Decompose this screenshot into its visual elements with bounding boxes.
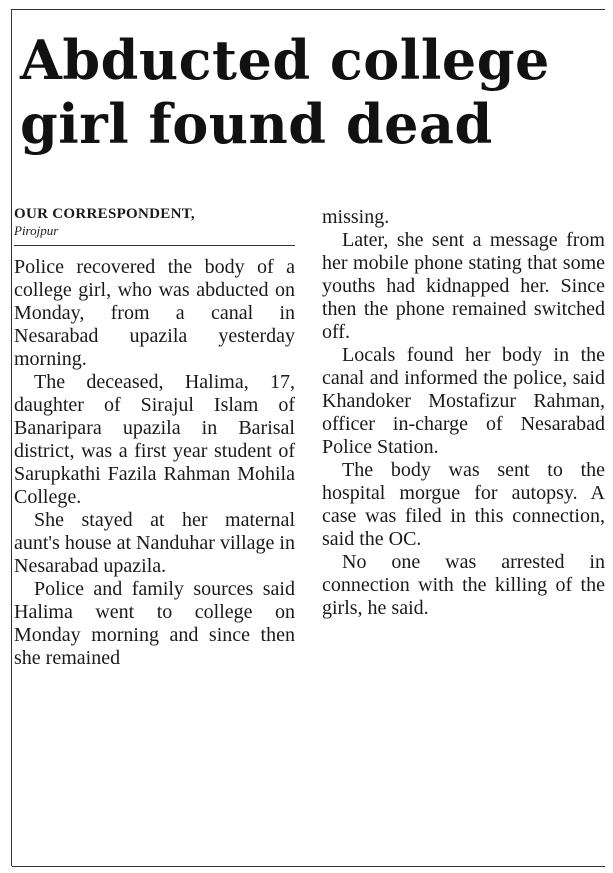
- paragraph: Police recovered the body of a college girl, who was abducted on Monday, from a canal in Nesarabad upazila yesterday morning.: [14, 256, 295, 370]
- paragraph: The deceased, Halima, 17, daughter of Sirajul Islam of Banaripara upazila in Barisal district, was a first year student of Sarupkathi Fazila Rahman Mohila College.: [14, 371, 295, 508]
- paragraph: She stayed at her maternal aunt's house at Nanduhar village in Nesarabad upazila.: [14, 509, 295, 577]
- paragraph: Locals found her body in the canal and informed the police, said Khandoker Mostafizur Rahman, officer in-charge of Nesarabad Police Station.: [322, 344, 605, 458]
- top-rule: [12, 9, 605, 10]
- left-rule: [11, 9, 12, 866]
- headline: Abducted college girl found dead: [20, 28, 550, 156]
- bottom-rule: [12, 866, 605, 867]
- paragraph: Police and family sources said Halima went to college on Monday morning and since then she remained: [14, 578, 295, 669]
- article-column-left: [14, 206, 295, 670]
- byline-place: Pirojpur: [14, 223, 59, 238]
- byline-name: OUR CORRESPONDENT,: [14, 206, 195, 222]
- paragraph: missing.: [322, 206, 390, 228]
- paragraph: Later, she sent a message from her mobile phone stating that some youths had kidnapped her. Since then the phone remained switched off.: [322, 229, 605, 343]
- byline-divider: [14, 245, 295, 246]
- article-column-right: [322, 206, 605, 620]
- paragraph: The body was sent to the hospital morgue for autopsy. A case was filed in this connection, said the OC.: [322, 459, 605, 550]
- paragraph: No one was arrested in connection with the killing of the girls, he said.: [322, 551, 605, 619]
